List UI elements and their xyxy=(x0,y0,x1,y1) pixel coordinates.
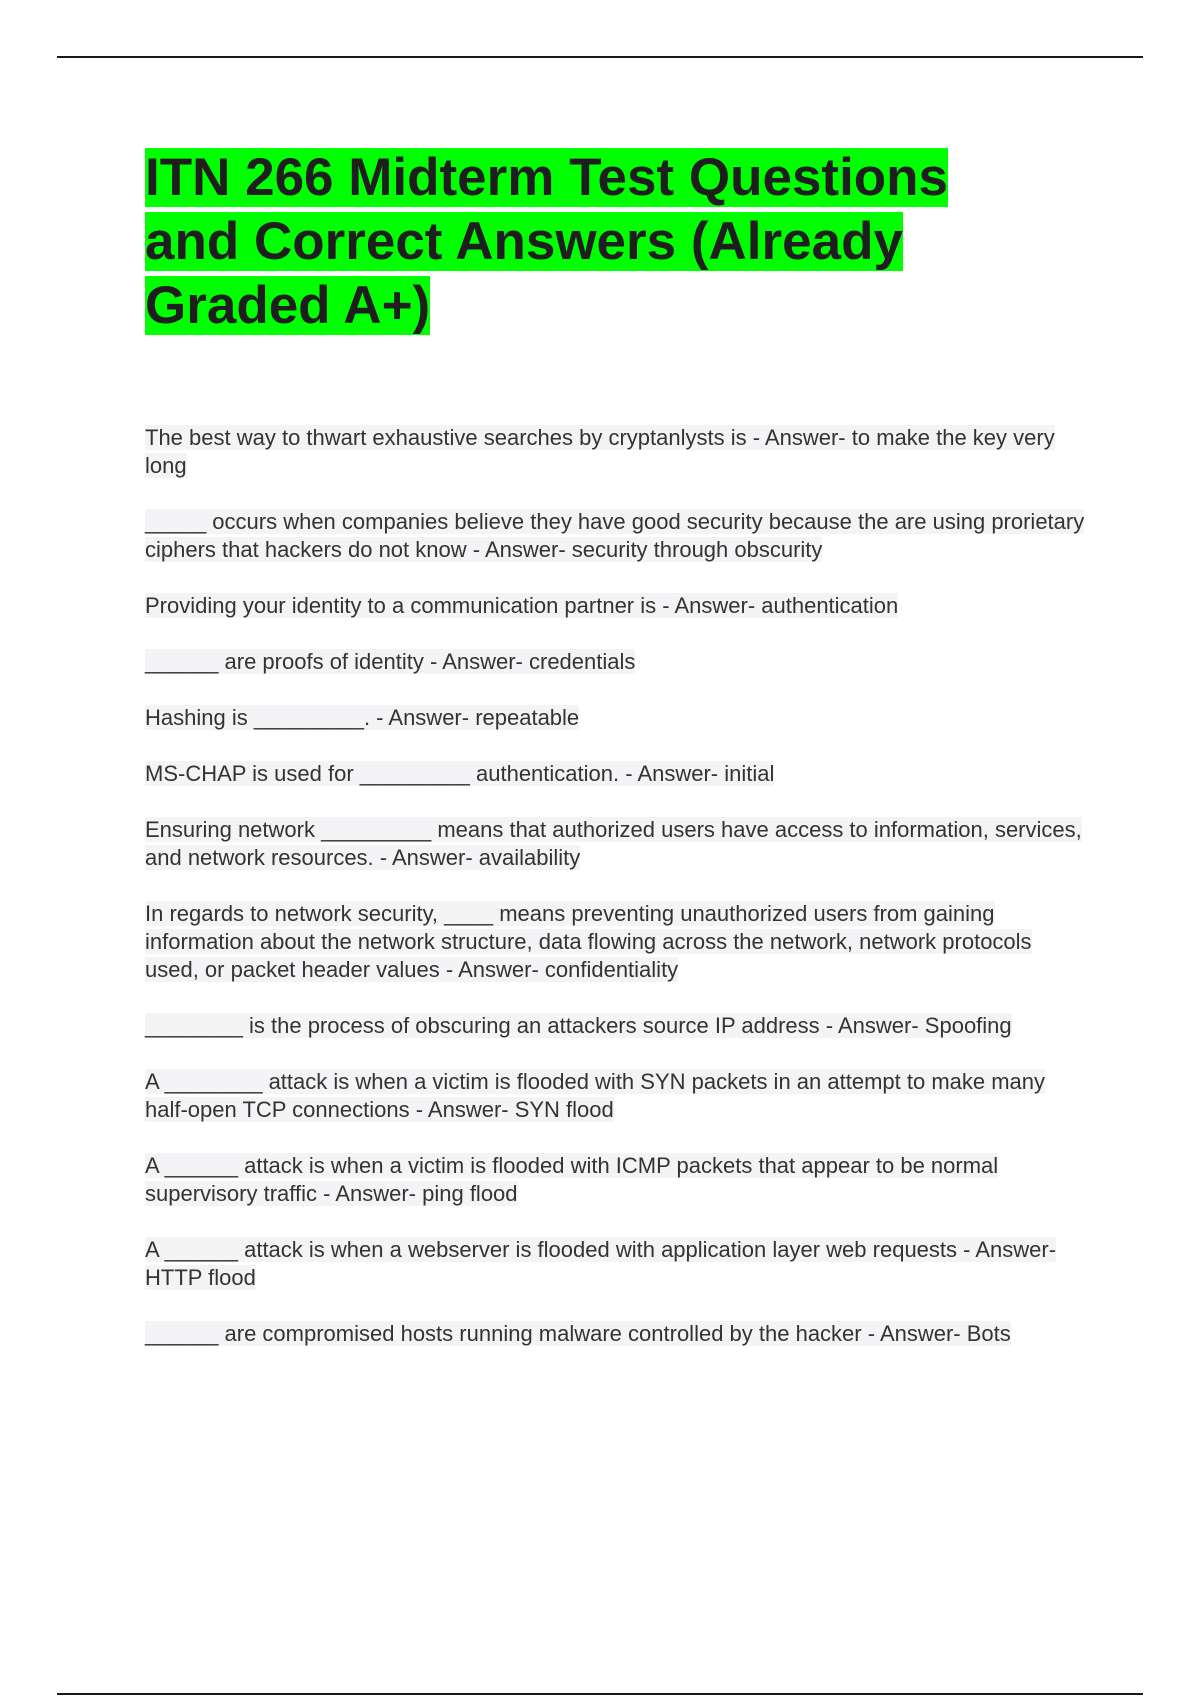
qa-text: A ______ attack is when a victim is flooded with ICMP packets that appear to be normal supervisory traffic - Answer- ping flood xyxy=(145,1153,999,1206)
qa-text: In regards to network security, ____ means preventing unauthorized users from gaining information about the network structure, data flowing across the network, network protocols used, or packet header values - Answer- confidentiality xyxy=(145,901,1032,982)
qa-text: Ensuring network _________ means that authorized users have access to information, services, and network resources. - Answer- availability xyxy=(145,817,1082,870)
qa-item xyxy=(145,1320,1085,1348)
top-rule xyxy=(57,56,1143,58)
qa-text: ______ are compromised hosts running malware controlled by the hacker - Answer- Bots xyxy=(145,1321,1011,1346)
bottom-rule xyxy=(57,1693,1143,1695)
qa-item xyxy=(145,704,1085,732)
qa-text: ______ are proofs of identity - Answer- credentials xyxy=(145,649,636,674)
qa-item xyxy=(145,900,1085,984)
qa-item xyxy=(145,508,1085,564)
qa-item xyxy=(145,648,1085,676)
qa-list xyxy=(145,424,1085,1348)
document-body xyxy=(145,146,1085,1376)
document-title xyxy=(145,146,1025,338)
qa-item xyxy=(145,424,1085,480)
qa-text: Hashing is _________. - Answer- repeatable xyxy=(145,705,580,730)
qa-item xyxy=(145,1152,1085,1208)
qa-text: A ______ attack is when a webserver is flooded with application layer web requests - Answer- HTTP flood xyxy=(145,1237,1057,1290)
qa-item xyxy=(145,816,1085,872)
qa-item xyxy=(145,592,1085,620)
qa-item xyxy=(145,1012,1085,1040)
qa-item xyxy=(145,1068,1085,1124)
qa-item xyxy=(145,760,1085,788)
document-title-text: ITN 266 Midterm Test Questions and Correct Answers (Already Graded A+) xyxy=(145,148,949,335)
qa-text: The best way to thwart exhaustive searches by cryptanlysts is - Answer- to make the key very long xyxy=(145,425,1055,478)
qa-text: Providing your identity to a communication partner is - Answer- authentication xyxy=(145,593,899,618)
qa-text: MS-CHAP is used for _________ authentication. - Answer- initial xyxy=(145,761,775,786)
qa-text: _____ occurs when companies believe they have good security because the are using prorietary ciphers that hackers do not know - Answer- security through obscurity xyxy=(145,509,1085,562)
qa-text: A ________ attack is when a victim is flooded with SYN packets in an attempt to make many half-open TCP connections - Answer- SYN flood xyxy=(145,1069,1046,1122)
qa-text: ________ is the process of obscuring an attackers source IP address - Answer- Spoofing xyxy=(145,1013,1012,1038)
qa-item xyxy=(145,1236,1085,1292)
